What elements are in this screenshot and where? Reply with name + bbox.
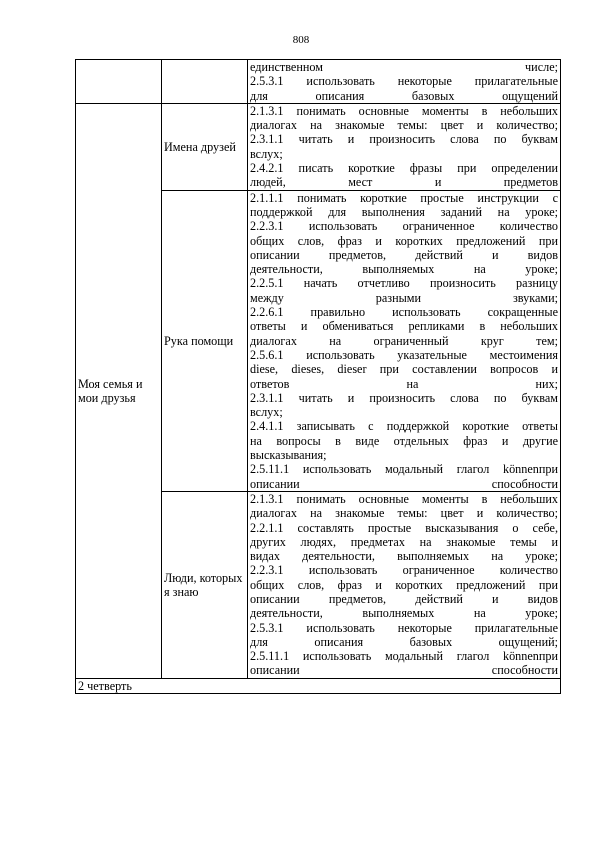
objective-line: деятельности, выполняемых на уроке;: [250, 606, 558, 621]
topic-name: Имена друзей: [162, 103, 248, 190]
objective-line: поддержкой для выполнения заданий на уроке;: [250, 204, 558, 219]
learning-objectives-cell: [248, 190, 561, 491]
objective-line: для описания базовых ощущений: [250, 88, 558, 103]
objective-line: диалогах на знакомые темы: цвет и количество;: [250, 118, 558, 133]
objective-line: 2.2.3.1 использовать ограниченное количество: [250, 219, 558, 234]
objective-line: 2.1.3.1 понимать основные моменты в небольших: [250, 103, 558, 118]
unit-title: Моя семья и мои друзья: [76, 103, 162, 678]
objective-line: вслух;: [250, 405, 283, 420]
objective-line: 2.2.3.1 использовать ограниченное количество: [250, 563, 558, 578]
learning-objectives-cell: [248, 60, 561, 104]
objective-line: ответов на них;: [250, 376, 558, 391]
empty-cell: [162, 60, 248, 104]
objective-line: диалогах на знакомые темы: цвет и количество;: [250, 506, 558, 521]
objective-line: описании способности: [250, 476, 558, 491]
objective-line: общих слов, фраз и коротких предложений при: [250, 577, 558, 592]
topic-name: Люди, которых я знаю: [162, 491, 248, 678]
objective-line: описании предметов, действий и видов: [250, 247, 558, 262]
objective-line: 2.2.6.1 правильно использовать сокращенные: [250, 305, 558, 320]
objective-line: 2.5.3.1 использовать некоторые прилагательные: [250, 620, 558, 635]
curriculum-table: [75, 59, 561, 694]
objective-line: ответы и обмениваться репликами в небольших: [250, 319, 558, 334]
quarter-heading: 2 четверть: [76, 678, 561, 693]
objective-line: описании способности: [250, 663, 558, 678]
objective-line: 2.5.11.1 использовать модальный глагол könnenпри: [250, 462, 558, 477]
table-row-quarter: [76, 678, 561, 693]
topic-name: Рука помощи: [162, 190, 248, 491]
objective-line: общих слов, фраз и коротких предложений при: [250, 233, 558, 248]
objective-line: 2.2.5.1 начать отчетливо произносить разницу: [250, 276, 558, 291]
objective-line: описании предметов, действий и видов: [250, 591, 558, 606]
objective-line: 2.1.3.1 понимать основные моменты в небольших: [250, 491, 558, 506]
objective-line: на вопросы в виде отдельных фраз и другие: [250, 433, 558, 448]
objective-line: 2.5.3.1 использовать некоторые прилагательные: [250, 74, 558, 89]
objective-line: диалогах на ограниченный круг тем;: [250, 333, 558, 348]
objective-line: 2.1.1.1 понимать короткие простые инструкции с: [250, 190, 558, 205]
objective-line: 2.5.11.1 использовать модальный глагол könnenпри: [250, 649, 558, 664]
objective-line: 2.5.6.1 использовать указательные местоимения: [250, 347, 558, 362]
objective-line: людей, мест и предметов: [250, 175, 558, 190]
page-number: 808: [292, 34, 310, 46]
objective-line: 2.3.1.1 читать и произносить слова по буквам: [250, 390, 558, 405]
objective-line: между разными звуками;: [250, 290, 558, 305]
objective-line: других людях, предметах на знакомые темы и: [250, 534, 558, 549]
objective-line: высказывания;: [250, 448, 327, 463]
objective-line: единственном числе;: [250, 60, 558, 74]
objective-line: видах деятельности, выполняемых на уроке;: [250, 549, 558, 564]
objective-line: diese, dieses, dieser при составлении вопросов и: [250, 362, 558, 377]
objective-line: 2.4.1.1 записывать с поддержкой короткие ответы: [250, 419, 558, 434]
objective-line: 2.4.2.1 писать короткие фразы при определении: [250, 161, 558, 176]
objective-line: 2.2.1.1 составлять простые высказывания о себе,: [250, 520, 558, 535]
learning-objectives-cell: [248, 103, 561, 190]
table-row-continuation: [76, 60, 561, 104]
objective-line: вслух;: [250, 146, 283, 161]
objective-line: для описания базовых ощущений;: [250, 634, 558, 649]
objective-line: деятельности, выполняемых на уроке;: [250, 262, 558, 277]
table-row-topic: [76, 103, 561, 190]
objective-line: 2.3.1.1 читать и произносить слова по буквам: [250, 132, 558, 147]
empty-cell: [76, 60, 162, 104]
learning-objectives-cell: [248, 491, 561, 678]
